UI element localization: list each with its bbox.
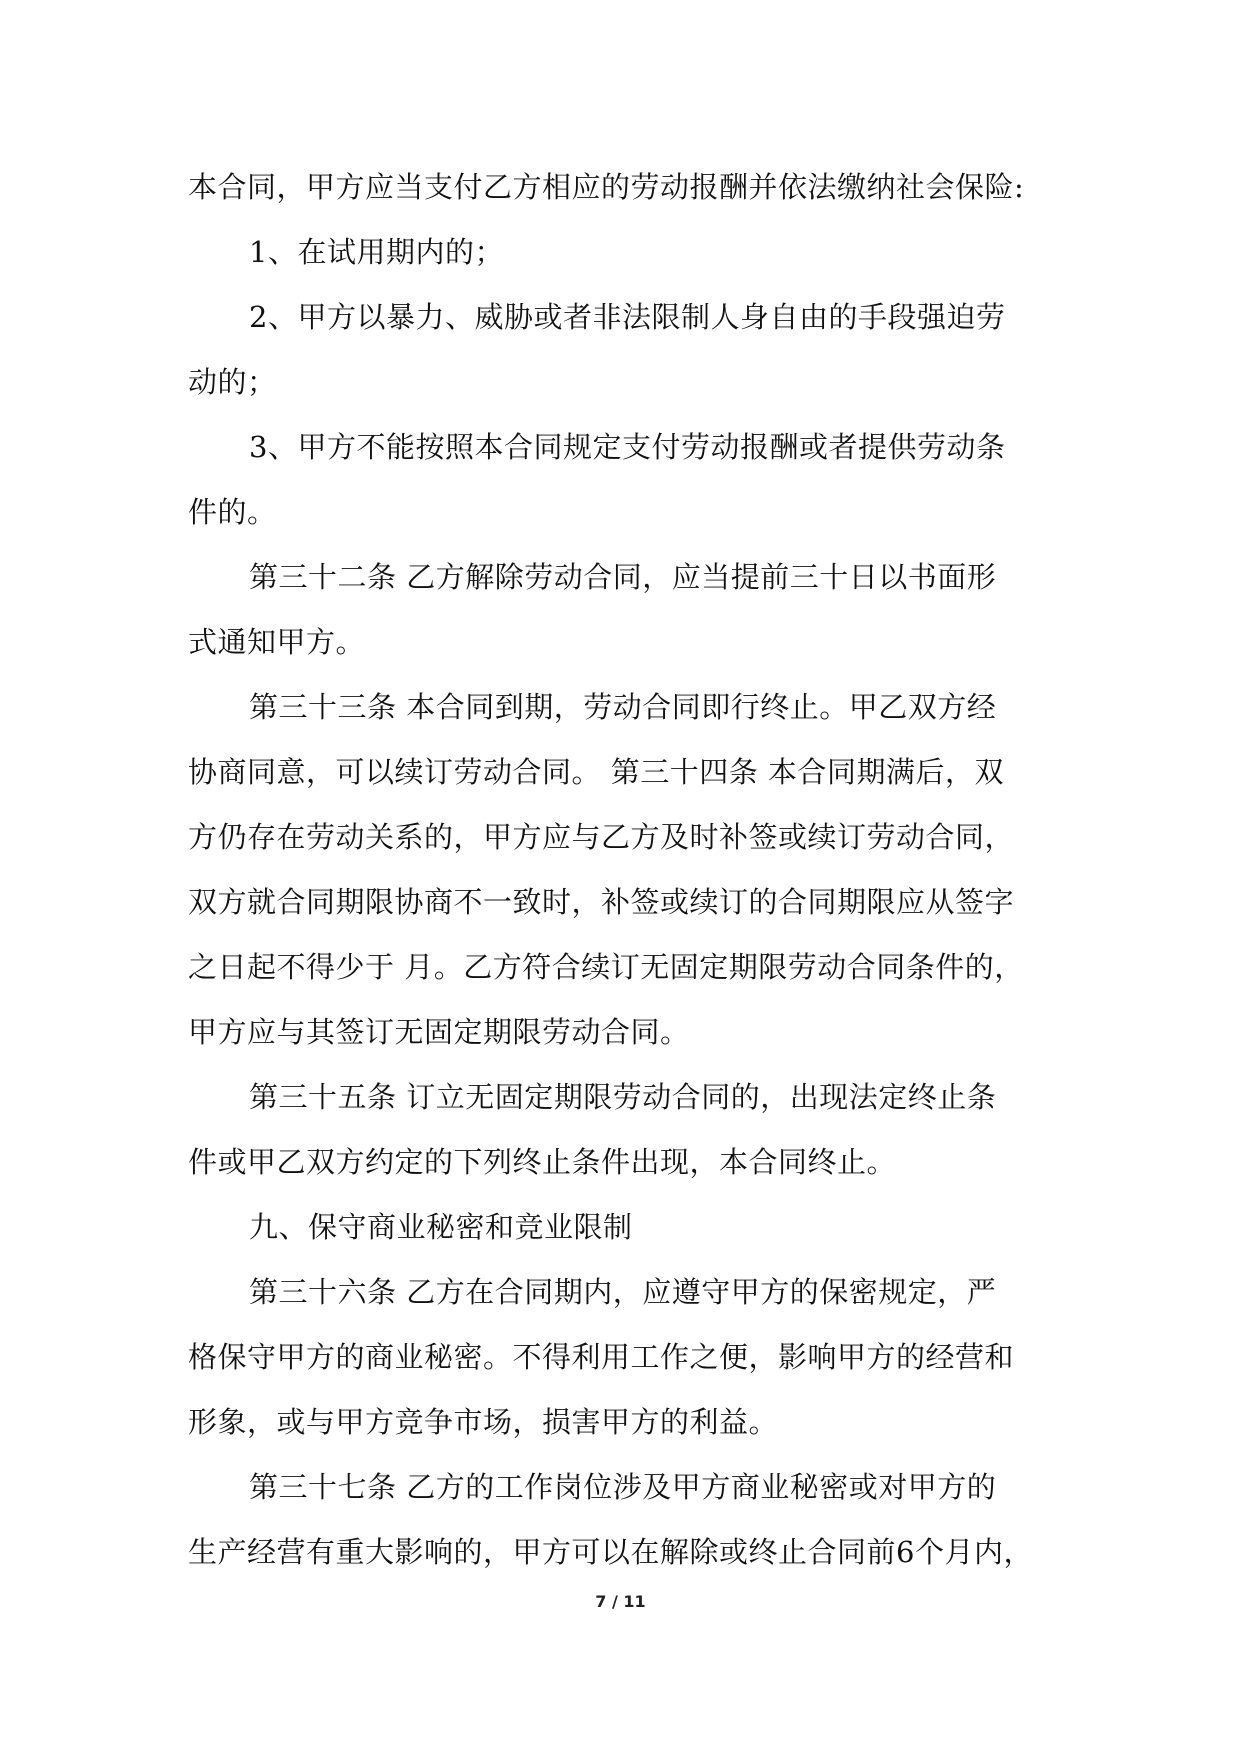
text-line: 形象，或与甲方竞争市场，损害甲方的利益。 [188,1405,779,1439]
text-line: 第三十二条 乙方解除劳动合同，应当提前三十日以书面形 [249,560,997,594]
section-heading: 九、保守商业秘密和竞业限制 [249,1210,633,1244]
text-line: 第三十三条 本合同到期，劳动合同即行终止。甲乙双方经 [249,690,997,724]
page-number: 7 / 11 [595,1592,646,1611]
text-line: 式通知甲方。 [188,625,366,659]
text-line: 第三十七条 乙方的工作岗位涉及甲方商业秘密或对甲方的 [249,1470,997,1504]
text-line: 甲方应与其签订无固定期限劳动合同。 [188,1015,690,1049]
text-line: 2、甲方以暴力、威胁或者非法限制人身自由的手段强迫劳 [249,300,1006,334]
text-line: 第三十五条 订立无固定期限劳动合同的，出现法定终止条 [249,1080,997,1114]
text-line: 协商同意，可以续订劳动合同。 第三十四条 本合同期满后，双 [188,755,1004,789]
text-line: 动的； [188,365,277,399]
text-line: 方仍存在劳动关系的，甲方应与乙方及时补签或续订劳动合同， [188,820,1015,854]
text-line: 双方就合同期限协商不一致时，补签或续订的合同期限应从签字 [188,885,1015,919]
text-line: 格保守甲方的商业秘密。不得利用工作之便，影响甲方的经营和 [188,1340,1015,1374]
text-line: 第三十六条 乙方在合同期内，应遵守甲方的保密规定，严 [249,1275,997,1309]
text-line: 1、在试用期内的； [249,235,504,269]
text-line: 件或甲乙双方约定的下列终止条件出现，本合同终止。 [188,1145,897,1179]
document-body [188,155,1053,1585]
text-line: 之日起不得少于 月。乙方符合续订无固定期限劳动合同条件的， [188,950,1024,984]
text-line: 生产经营有重大影响的，甲方可以在解除或终止合同前6个月内， [188,1535,1033,1569]
text-line: 件的。 [188,495,277,529]
text-line: 本合同，甲方应当支付乙方相应的劳动报酬并依法缴纳社会保险: [188,170,1025,204]
text-line: 3、甲方不能按照本合同规定支付劳动报酬或者提供劳动条 [249,430,1006,464]
